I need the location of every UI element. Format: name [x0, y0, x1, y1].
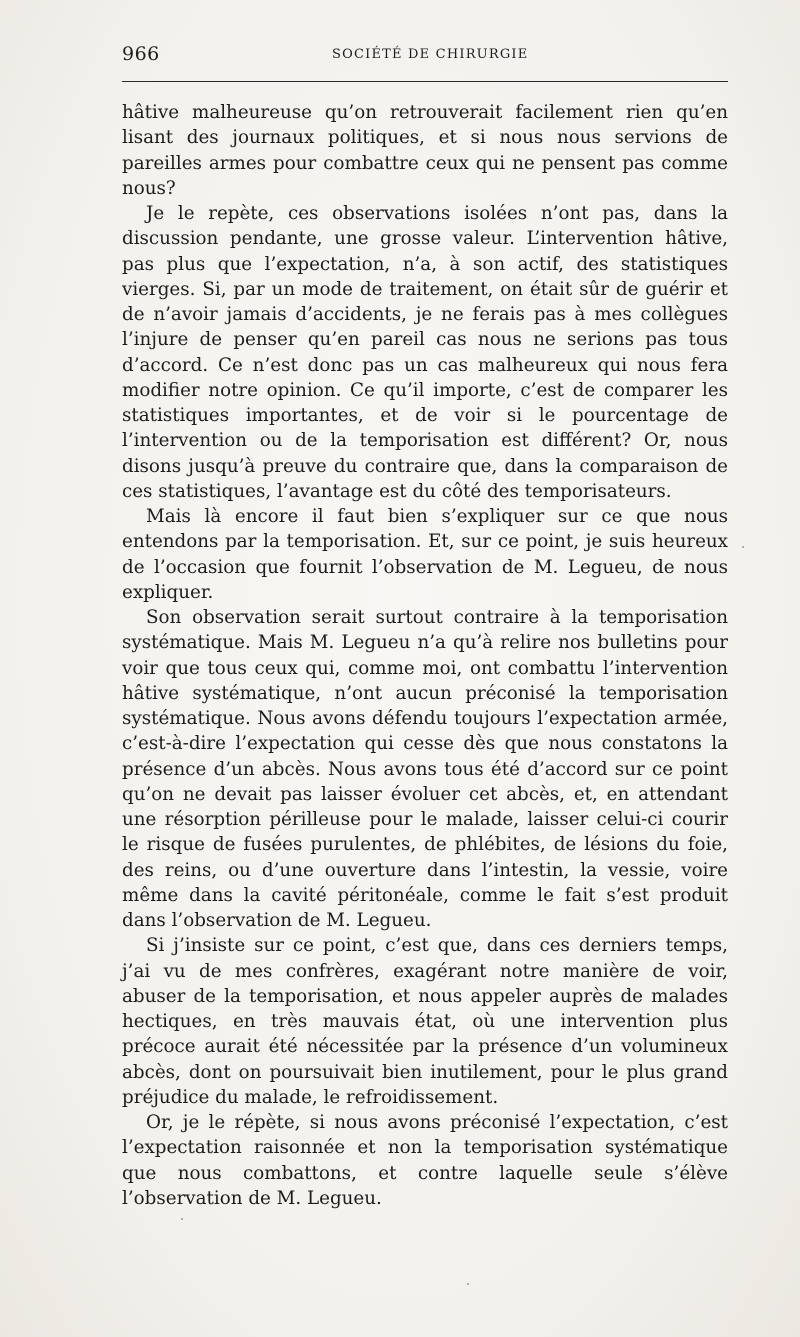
paragraph-continuation: hâtive malheureuse qu’on retrouverait facilement rien qu’en lisant des journaux politiques, et si nous nous servions de pareilles armes pour combattre ceux qui ne pensent pas comme nous? [122, 102, 728, 199]
paragraph: Si j’insiste sur ce point, c’est que, dans ces derniers temps, j’ai vu de mes confrères, exagérant notre manière de voir, abuser de la temporisation, et nous appeler auprès de malades hectiques, en très mauvais état, où une intervention plus précoce aurait été nécessitée par la présence d’un volumineux abcès, dont on poursuivait bien inutilement, pour le plus grand préjudice du malade, le refroidissement. [122, 935, 728, 1108]
paper-speck [742, 546, 744, 548]
running-title: SOCIÉTÉ DE CHIRURGIE [332, 47, 529, 62]
body-text [122, 100, 728, 1211]
paragraph: Or, je le répète, si nous avons préconisé l’expectation, c’est l’expectation raisonnée et non la temporisation systématique que nous combattons, et contre laquelle seule s’élève l’observation de M. Legueu. [122, 1112, 728, 1209]
page-header [122, 43, 728, 73]
paragraph: Son observation serait surtout contraire à la temporisation systématique. Mais M. Legueu n’a qu’à relire nos bulletins pour voir que tous ceux qui, comme moi, ont combattu l’intervention hâtive systématique, n’ont aucun préconisé la temporisation systématique. Nous avons défendu toujours l’expectation armée, c’est-à-dire l’expectation qui cesse dès que nous constatons la présence d’un abcès. Nous avons tous été d’accord sur ce point qu’on ne devait pas laisser évoluer cet abcès, et, en attendant une résorption périlleuse pour le malade, laisser celui-ci courir le risque de fusées purulentes, de phlébites, de lésions du foie, des reins, ou d’une ouverture dans l’intestin, la vessie, voire même dans la cavité péritonéale, comme le fait s’est produit dans l’observation de M. Legueu. [122, 607, 728, 931]
header-rule [122, 81, 728, 82]
paragraph: Je le repète, ces observations isolées n’ont pas, dans la discussion pendante, une grosse valeur. L’intervention hâtive, pas plus que l’expectation, n’a, à son actif, des statistiques vierges. Si, par un mode de traitement, on était sûr de guérir et de n’avoir jamais d’accidents, je ne ferais pas à mes collègues l’injure de penser qu’en pareil cas nous ne serions pas tous d’accord. Ce n’est donc pas un cas malheureux qui nous fera modifier notre opinion. Ce qu’il importe, c’est de comparer les statistiques importantes, et de voir si le pourcentage de l’intervention ou de la temporisation est différent? Or, nous disons jusqu’à preuve du contraire que, dans la comparaison de ces statistiques, l’avantage est du côté des temporisateurs. [122, 203, 728, 502]
paper-speck [181, 1218, 183, 1220]
page-number: 966 [122, 43, 160, 65]
paper-speck [467, 1283, 469, 1285]
paragraph: Mais là encore il faut bien s’expliquer sur ce que nous entendons par la temporisation. Et, sur ce point, je suis heureux de l’occasion que fournit l’observation de M. Legueu, de nous expliquer. [122, 506, 728, 603]
